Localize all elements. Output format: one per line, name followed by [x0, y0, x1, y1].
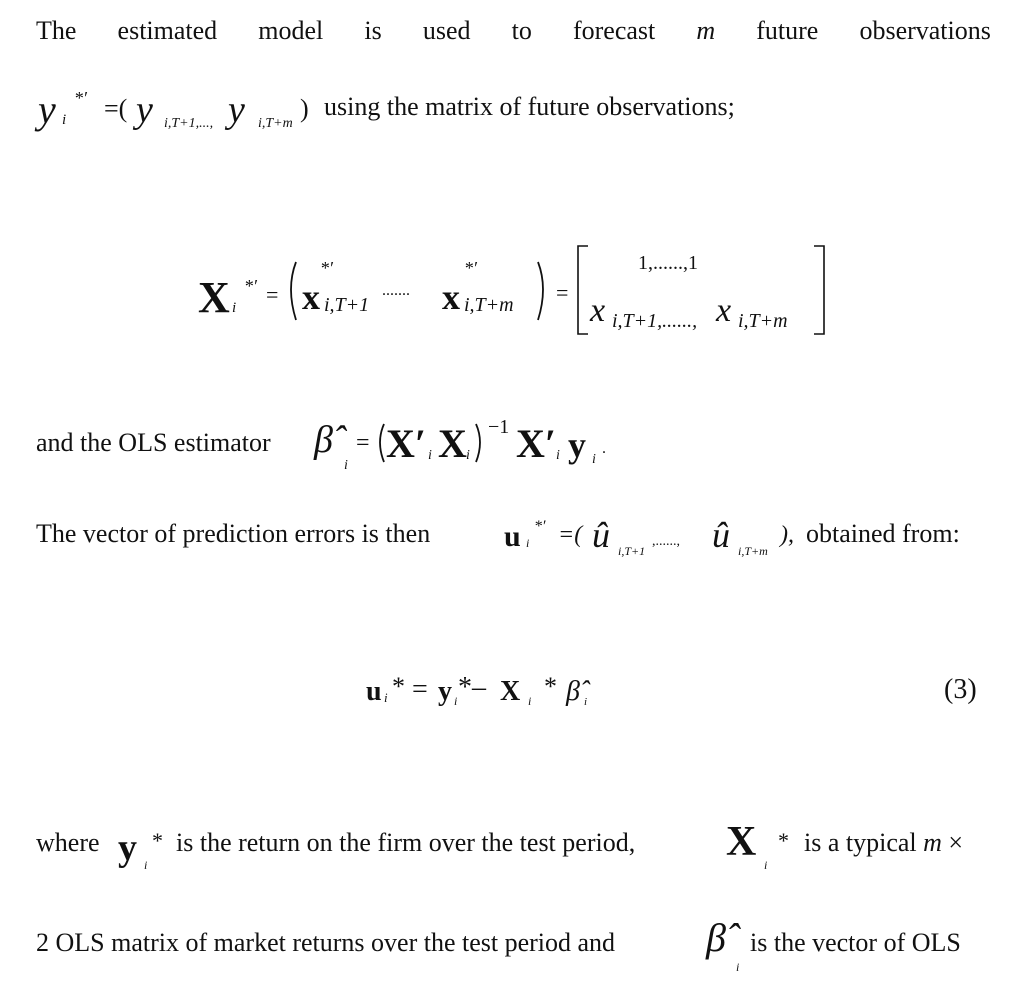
math-subscript: i,T+1,......, — [612, 310, 698, 332]
variable-m: m — [696, 16, 716, 45]
word: future — [756, 16, 819, 45]
word: estimated — [117, 16, 218, 45]
math-equals-paren: =( — [104, 94, 128, 123]
math-dots: ....... — [382, 282, 410, 299]
math-x: x — [590, 292, 606, 329]
math-subscript: i,T+m — [738, 544, 768, 558]
word: forecast — [572, 16, 656, 45]
math-y: y — [438, 676, 452, 707]
math-subscript: i — [232, 300, 237, 316]
math-subscript: i — [526, 536, 530, 550]
right-paren — [538, 262, 543, 320]
math-u-hat: û — [592, 515, 610, 555]
word: The — [36, 16, 77, 45]
math-subscript: i,T+m — [738, 310, 788, 332]
math-equals: = — [412, 674, 428, 705]
word: observations — [859, 16, 991, 45]
math-x: x — [442, 277, 460, 317]
math-subscript: i — [428, 448, 432, 463]
math-dots: ,......, — [652, 534, 680, 549]
word: used — [422, 16, 471, 45]
math-superscript: *′ — [464, 258, 477, 278]
math-subscript: i — [62, 112, 67, 128]
paragraph-line-ols: and the OLS estimator — [36, 428, 271, 457]
math-subscript: i — [454, 694, 458, 708]
math-subscript: i,T+m — [464, 294, 514, 316]
math-x: x — [716, 292, 732, 329]
math-x: x — [302, 277, 320, 317]
paragraph-line-obtained: obtained from: — [806, 519, 960, 548]
paragraph-line-2: using the matrix of future observations; — [324, 92, 735, 121]
right-bracket — [814, 246, 824, 334]
math-subscript: i — [528, 694, 532, 708]
math-subscript: i — [344, 458, 348, 473]
paragraph-line-last: 2 OLS matrix of market returns over the test period and — [36, 928, 616, 957]
math-X: X — [726, 819, 757, 865]
math-subscript: i,T+m — [258, 116, 293, 131]
left-bracket — [578, 246, 588, 334]
math-u-hat: û — [712, 515, 730, 555]
math-beta-hat: β̂ — [314, 419, 333, 461]
ols-left-paren — [380, 424, 384, 462]
math-u: u — [366, 676, 382, 707]
math-superscript: *′ — [534, 518, 546, 535]
paragraph-line-return: is the return on the firm over the test period, — [176, 828, 636, 857]
math-equals: = — [556, 280, 569, 305]
matrix-row-1: 1,......,1 — [638, 252, 698, 274]
math-star: * — [544, 672, 557, 701]
math-star: * — [392, 672, 405, 701]
math-subscript: i — [584, 696, 588, 708]
math-superscript: *′ — [244, 276, 257, 296]
word: model — [258, 16, 324, 45]
math-period: . — [602, 440, 606, 457]
paragraph-line-where: where — [36, 828, 100, 857]
math-equals-paren: =( — [558, 522, 583, 548]
math-X: X — [500, 676, 521, 707]
math-subscript: i — [556, 448, 560, 463]
paragraph-line-prediction: The vector of prediction errors is then — [36, 519, 431, 548]
math-y: y — [118, 827, 137, 869]
paragraph-line-ols-vector: is the vector of OLS — [750, 928, 961, 957]
math-subscript: i — [764, 858, 768, 872]
math-subscript: i,T+1 — [618, 544, 646, 558]
math-exponent: −1 — [488, 416, 510, 438]
times-sign: × — [948, 828, 964, 857]
math-star: * — [152, 828, 163, 853]
math-beta-hat: β̂ — [566, 676, 580, 707]
math-minus: *– — [458, 672, 486, 703]
math-subscript: i — [592, 452, 596, 467]
math-subscript: i,T+1 — [324, 294, 370, 316]
typical-text: is a typical — [804, 828, 917, 857]
math-star: * — [778, 828, 789, 853]
word: to — [511, 16, 532, 45]
math-y: y — [38, 87, 56, 132]
math-beta-hat: β̂ — [706, 915, 726, 960]
math-subscript: i — [466, 448, 470, 463]
math-X-prime: X′ — [516, 421, 557, 466]
math-X: X — [198, 273, 230, 322]
math-X: X — [438, 421, 467, 466]
math-subscript: i — [384, 690, 388, 705]
math-y: y — [228, 89, 245, 131]
variable-m: m — [923, 828, 942, 857]
math-equals: = — [266, 282, 279, 307]
word: is — [364, 16, 382, 45]
math-subscript: i — [736, 960, 740, 974]
math-X-prime: X′ — [386, 421, 427, 466]
equation-number: (3) — [944, 674, 977, 705]
math-u: u — [504, 520, 521, 553]
math-superscript: *′ — [320, 258, 333, 278]
math-superscript: *′ — [74, 88, 87, 108]
math-close-paren: ) — [300, 94, 309, 123]
math-y: y — [568, 425, 586, 465]
math-equals: = — [356, 430, 370, 456]
left-paren — [291, 262, 296, 320]
math-subscript: i — [144, 858, 148, 872]
math-y: y — [136, 89, 153, 131]
math-subscript: i,T+1,..., — [164, 116, 214, 131]
ols-right-paren — [476, 424, 480, 462]
math-close-paren: ), — [780, 522, 794, 548]
